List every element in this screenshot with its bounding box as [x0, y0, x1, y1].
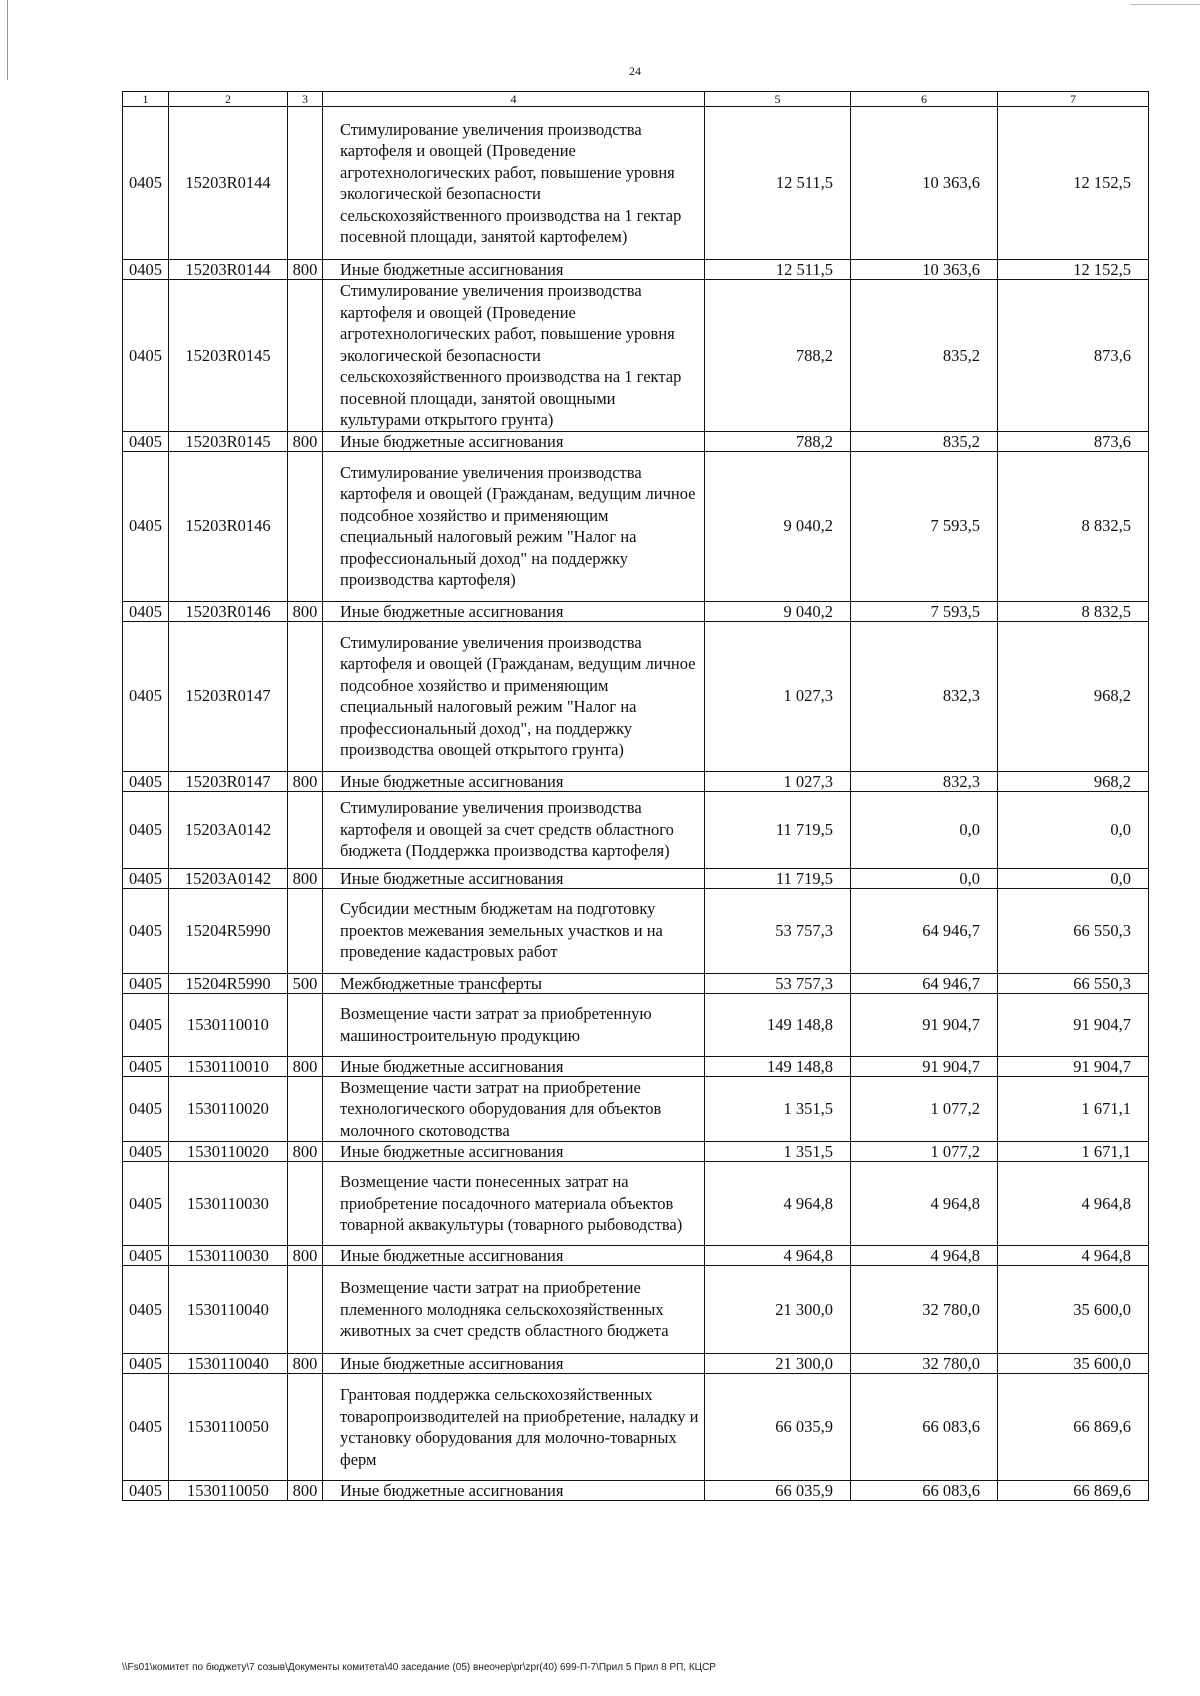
table-row	[123, 973, 1149, 993]
amount-col6-cell: 7 593,5	[851, 601, 998, 621]
section-cell: 0405	[123, 1354, 169, 1374]
target-code-cell: 15203R0145	[169, 280, 288, 432]
column-header: 2	[169, 92, 288, 107]
section-cell: 0405	[123, 451, 169, 601]
item-name-cell: Грантовая поддержка сельскохозяйственных товаропроизводителей на приобретение, наладку и установку оборудования для молочно-товарных ферм	[323, 1374, 705, 1481]
table-row	[123, 1266, 1149, 1354]
item-name-cell: Стимулирование увеличения производства картофеля и овощей (Проведение агротехнологических работ, повышение уровня экологической безопасности сельскохозяйственного производства на 1 гектар посевной площади, занятой картофелем)	[323, 107, 705, 260]
section-cell: 0405	[123, 1266, 169, 1354]
table-row	[123, 280, 1149, 432]
expense-type-cell: 800	[288, 868, 323, 888]
amount-col5-cell: 53 757,3	[705, 973, 851, 993]
expense-type-cell	[288, 280, 323, 432]
expense-type-cell: 800	[288, 601, 323, 621]
item-name-cell: Возмещение части затрат на приобретение племенного молодняка сельскохозяйственных животных за счет средств областного бюджета	[323, 1266, 705, 1354]
amount-col7-cell: 968,2	[998, 621, 1149, 771]
amount-col6-cell: 0,0	[851, 791, 998, 868]
amount-col5-cell: 12 511,5	[705, 107, 851, 260]
item-name-cell: Субсидии местным бюджетам на подготовку проектов межевания земельных участков и на проведение кадастровых работ	[323, 888, 705, 973]
table-row	[123, 431, 1149, 451]
expense-type-cell	[288, 888, 323, 973]
item-name-cell: Иные бюджетные ассигнования	[323, 1481, 705, 1501]
amount-col7-cell: 66 550,3	[998, 888, 1149, 973]
amount-col5-cell: 1 351,5	[705, 1076, 851, 1142]
expense-type-cell	[288, 1266, 323, 1354]
amount-col6-cell: 1 077,2	[851, 1142, 998, 1162]
target-code-cell: 15203A0142	[169, 791, 288, 868]
expense-type-cell: 800	[288, 1354, 323, 1374]
item-name-cell: Иные бюджетные ассигнования	[323, 1056, 705, 1076]
table-row	[123, 1246, 1149, 1266]
amount-col7-cell: 12 152,5	[998, 107, 1149, 260]
item-name-cell: Возмещение части затрат на приобретение технологического оборудования для объектов молочного скотоводства	[323, 1076, 705, 1142]
item-name-cell: Стимулирование увеличения производства картофеля и овощей (Гражданам, ведущим личное подсобное хозяйство и применяющим специальный налоговый режим "Налог на профессиональный доход" на поддержку производства картофеля)	[323, 451, 705, 601]
amount-col6-cell: 32 780,0	[851, 1266, 998, 1354]
amount-col6-cell: 0,0	[851, 868, 998, 888]
expense-type-cell: 500	[288, 973, 323, 993]
amount-col5-cell: 149 148,8	[705, 993, 851, 1056]
expense-type-cell	[288, 451, 323, 601]
scan-top-mark	[1130, 4, 1200, 5]
table-row	[123, 1076, 1149, 1142]
amount-col7-cell: 1 671,1	[998, 1076, 1149, 1142]
amount-col6-cell: 832,3	[851, 771, 998, 791]
target-code-cell: 15203R0145	[169, 431, 288, 451]
amount-col7-cell: 91 904,7	[998, 1056, 1149, 1076]
item-name-cell: Возмещение части понесенных затрат на приобретение посадочного материала объектов товарной аквакультуры (товарного рыбоводства)	[323, 1162, 705, 1246]
amount-col6-cell: 64 946,7	[851, 973, 998, 993]
amount-col7-cell: 0,0	[998, 791, 1149, 868]
column-header: 1	[123, 92, 169, 107]
item-name-cell: Возмещение части затрат за приобретенную машиностроительную продукцию	[323, 993, 705, 1056]
expense-type-cell: 800	[288, 1056, 323, 1076]
amount-col6-cell: 835,2	[851, 280, 998, 432]
amount-col6-cell: 4 964,8	[851, 1246, 998, 1266]
amount-col7-cell: 8 832,5	[998, 451, 1149, 601]
amount-col7-cell: 8 832,5	[998, 601, 1149, 621]
amount-col5-cell: 1 027,3	[705, 771, 851, 791]
amount-col7-cell: 4 964,8	[998, 1246, 1149, 1266]
column-header: 6	[851, 92, 998, 107]
target-code-cell: 15204R5990	[169, 973, 288, 993]
amount-col6-cell: 7 593,5	[851, 451, 998, 601]
target-code-cell: 1530110030	[169, 1246, 288, 1266]
expense-type-cell	[288, 107, 323, 260]
section-cell: 0405	[123, 1056, 169, 1076]
amount-col7-cell: 4 964,8	[998, 1162, 1149, 1246]
amount-col5-cell: 149 148,8	[705, 1056, 851, 1076]
amount-col7-cell: 66 869,6	[998, 1374, 1149, 1481]
amount-col5-cell: 4 964,8	[705, 1162, 851, 1246]
amount-col7-cell: 873,6	[998, 280, 1149, 432]
item-name-cell: Иные бюджетные ассигнования	[323, 260, 705, 280]
expense-type-cell: 800	[288, 260, 323, 280]
expense-type-cell: 800	[288, 771, 323, 791]
amount-col6-cell: 64 946,7	[851, 888, 998, 973]
amount-col6-cell: 91 904,7	[851, 1056, 998, 1076]
expense-type-cell	[288, 1162, 323, 1246]
amount-col5-cell: 9 040,2	[705, 451, 851, 601]
table-row	[123, 451, 1149, 601]
column-header: 5	[705, 92, 851, 107]
expense-type-cell	[288, 1076, 323, 1142]
target-code-cell: 1530110020	[169, 1142, 288, 1162]
item-name-cell: Иные бюджетные ассигнования	[323, 771, 705, 791]
amount-col6-cell: 835,2	[851, 431, 998, 451]
section-cell: 0405	[123, 791, 169, 868]
amount-col5-cell: 11 719,5	[705, 791, 851, 868]
amount-col5-cell: 21 300,0	[705, 1354, 851, 1374]
file-path-footer: \\Fs01\комитет по бюджету\7 созыв\Документы комитета\40 заседание (05) внеочер\pr\zpr(40) 699-П-7\Прил 5 Прил 8 РП, КЦСР	[122, 1662, 716, 1673]
target-code-cell: 1530110050	[169, 1374, 288, 1481]
target-code-cell: 15204R5990	[169, 888, 288, 973]
section-cell: 0405	[123, 1374, 169, 1481]
table-row	[123, 1162, 1149, 1246]
amount-col6-cell: 10 363,6	[851, 107, 998, 260]
amount-col5-cell: 788,2	[705, 280, 851, 432]
amount-col5-cell: 11 719,5	[705, 868, 851, 888]
table-row	[123, 868, 1149, 888]
section-cell: 0405	[123, 1481, 169, 1501]
amount-col5-cell: 4 964,8	[705, 1246, 851, 1266]
target-code-cell: 15203R0147	[169, 771, 288, 791]
amount-col5-cell: 66 035,9	[705, 1374, 851, 1481]
table-row	[123, 771, 1149, 791]
expense-type-cell: 800	[288, 1246, 323, 1266]
table-row	[123, 601, 1149, 621]
item-name-cell: Межбюджетные трансферты	[323, 973, 705, 993]
expense-type-cell	[288, 993, 323, 1056]
target-code-cell: 15203R0144	[169, 260, 288, 280]
amount-col6-cell: 4 964,8	[851, 1162, 998, 1246]
amount-col7-cell: 35 600,0	[998, 1266, 1149, 1354]
section-cell: 0405	[123, 107, 169, 260]
item-name-cell: Иные бюджетные ассигнования	[323, 431, 705, 451]
table-row	[123, 791, 1149, 868]
table-row	[123, 1481, 1149, 1501]
item-name-cell: Стимулирование увеличения производства картофеля и овощей (Проведение агротехнологических работ, повышение уровня экологической безопасности сельскохозяйственного производства на 1 гектар посевной площади, занятой овощными культурами открытого грунта)	[323, 280, 705, 432]
amount-col7-cell: 12 152,5	[998, 260, 1149, 280]
expense-type-cell	[288, 621, 323, 771]
section-cell: 0405	[123, 601, 169, 621]
target-code-cell: 15203A0142	[169, 868, 288, 888]
page-number: 24	[629, 64, 641, 78]
amount-col6-cell: 91 904,7	[851, 993, 998, 1056]
amount-col7-cell: 1 671,1	[998, 1142, 1149, 1162]
amount-col6-cell: 10 363,6	[851, 260, 998, 280]
amount-col5-cell: 9 040,2	[705, 601, 851, 621]
expense-type-cell: 800	[288, 1481, 323, 1501]
item-name-cell: Иные бюджетные ассигнования	[323, 1142, 705, 1162]
target-code-cell: 15203R0146	[169, 601, 288, 621]
amount-col5-cell: 1 351,5	[705, 1142, 851, 1162]
target-code-cell: 1530110050	[169, 1481, 288, 1501]
item-name-cell: Стимулирование увеличения производства картофеля и овощей за счет средств областного бюджета (Поддержка производства картофеля)	[323, 791, 705, 868]
section-cell: 0405	[123, 280, 169, 432]
target-code-cell: 1530110020	[169, 1076, 288, 1142]
section-cell: 0405	[123, 973, 169, 993]
amount-col5-cell: 788,2	[705, 431, 851, 451]
section-cell: 0405	[123, 771, 169, 791]
amount-col6-cell: 832,3	[851, 621, 998, 771]
target-code-cell: 15203R0147	[169, 621, 288, 771]
table-row	[123, 888, 1149, 973]
table-row	[123, 621, 1149, 771]
amount-col5-cell: 66 035,9	[705, 1481, 851, 1501]
item-name-cell: Иные бюджетные ассигнования	[323, 1354, 705, 1374]
section-cell: 0405	[123, 260, 169, 280]
budget-table	[122, 91, 1149, 1501]
amount-col5-cell: 1 027,3	[705, 621, 851, 771]
table-row	[123, 1142, 1149, 1162]
column-header: 7	[998, 92, 1149, 107]
amount-col6-cell: 32 780,0	[851, 1354, 998, 1374]
section-cell: 0405	[123, 1076, 169, 1142]
table-row	[123, 993, 1149, 1056]
expense-type-cell: 800	[288, 431, 323, 451]
target-code-cell: 1530110030	[169, 1162, 288, 1246]
table-row	[123, 107, 1149, 260]
section-cell: 0405	[123, 431, 169, 451]
amount-col5-cell: 21 300,0	[705, 1266, 851, 1354]
amount-col6-cell: 66 083,6	[851, 1481, 998, 1501]
section-cell: 0405	[123, 1142, 169, 1162]
target-code-cell: 1530110040	[169, 1354, 288, 1374]
amount-col7-cell: 35 600,0	[998, 1354, 1149, 1374]
target-code-cell: 1530110040	[169, 1266, 288, 1354]
item-name-cell: Стимулирование увеличения производства картофеля и овощей (Гражданам, ведущим личное подсобное хозяйство и применяющим специальный налоговый режим "Налог на профессиональный доход", на поддержку производства овощей открытого грунта)	[323, 621, 705, 771]
expense-type-cell: 800	[288, 1142, 323, 1162]
target-code-cell: 15203R0146	[169, 451, 288, 601]
section-cell: 0405	[123, 888, 169, 973]
section-cell: 0405	[123, 621, 169, 771]
amount-col6-cell: 66 083,6	[851, 1374, 998, 1481]
section-cell: 0405	[123, 1246, 169, 1266]
amount-col7-cell: 873,6	[998, 431, 1149, 451]
target-code-cell: 1530110010	[169, 1056, 288, 1076]
amount-col7-cell: 968,2	[998, 771, 1149, 791]
item-name-cell: Иные бюджетные ассигнования	[323, 601, 705, 621]
amount-col5-cell: 53 757,3	[705, 888, 851, 973]
column-header: 4	[323, 92, 705, 107]
table-row	[123, 1354, 1149, 1374]
section-cell: 0405	[123, 868, 169, 888]
amount-col5-cell: 12 511,5	[705, 260, 851, 280]
expense-type-cell	[288, 1374, 323, 1481]
table-row	[123, 1374, 1149, 1481]
item-name-cell: Иные бюджетные ассигнования	[323, 868, 705, 888]
amount-col7-cell: 66 550,3	[998, 973, 1149, 993]
section-cell: 0405	[123, 993, 169, 1056]
table-header-row	[123, 92, 1149, 107]
amount-col7-cell: 91 904,7	[998, 993, 1149, 1056]
amount-col7-cell: 66 869,6	[998, 1481, 1149, 1501]
item-name-cell: Иные бюджетные ассигнования	[323, 1246, 705, 1266]
amount-col6-cell: 1 077,2	[851, 1076, 998, 1142]
target-code-cell: 1530110010	[169, 993, 288, 1056]
amount-col7-cell: 0,0	[998, 868, 1149, 888]
section-cell: 0405	[123, 1162, 169, 1246]
table-row	[123, 260, 1149, 280]
expense-type-cell	[288, 791, 323, 868]
target-code-cell: 15203R0144	[169, 107, 288, 260]
table-row	[123, 1056, 1149, 1076]
column-header: 3	[288, 92, 323, 107]
